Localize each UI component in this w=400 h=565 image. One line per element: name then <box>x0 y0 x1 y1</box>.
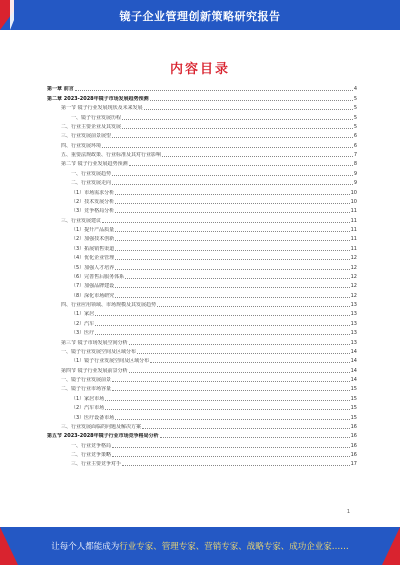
toc-entry-page: 12 <box>350 255 357 262</box>
toc-entry[interactable] <box>47 365 357 374</box>
toc-entry[interactable] <box>47 328 357 337</box>
toc-entry-label: 五、重要法规政策、行业标准及其对行业影响 <box>61 152 162 158</box>
toc-leader-dots <box>129 165 353 166</box>
toc-entry[interactable] <box>47 459 357 468</box>
toc-entry-page: 11 <box>350 217 357 224</box>
toc-entry-label: 二、镜子行业市场容量 <box>61 386 112 393</box>
toc-leader-dots <box>95 315 349 316</box>
toc-entry[interactable] <box>47 318 357 327</box>
toc-entry[interactable] <box>47 412 357 421</box>
toc-entry[interactable] <box>47 309 357 318</box>
toc-entry-label: 一、镜子行业发展前景 <box>61 377 112 383</box>
toc-entry-page: 13 <box>350 302 357 308</box>
toc-entry-page: 17 <box>350 461 357 468</box>
toc-entry-page: 14 <box>350 348 357 355</box>
toc-entry[interactable] <box>47 168 357 177</box>
toc-leader-dots <box>115 203 349 204</box>
toc-entry-label: 第二节 镜子行业发展趋势预测 <box>61 161 128 168</box>
toc-entry-page: 12 <box>350 264 357 271</box>
toc-entry-label: 第四节 镜子行业发展前景分析 <box>61 367 128 374</box>
toc-entry[interactable] <box>47 206 357 215</box>
toc-entry[interactable] <box>47 403 357 412</box>
toc-entry-label: （3）医疗 <box>71 330 95 337</box>
toc-leader-dots <box>144 109 353 110</box>
toc-entry-page: 12 <box>350 283 357 290</box>
toc-entry[interactable] <box>47 431 357 440</box>
toc-entry[interactable] <box>47 253 357 262</box>
toc-heading: 内容目录 <box>169 62 230 77</box>
toc-entry-page: 11 <box>350 227 357 233</box>
toc-entry[interactable] <box>47 243 357 252</box>
toc-leader-dots <box>122 465 350 466</box>
toc-leader-dots <box>157 306 350 307</box>
toc-entry-page: 8 <box>353 161 357 168</box>
toc-entry-label: 一、镜子行业发展空间及区域分布 <box>61 348 137 355</box>
toc-entry[interactable] <box>47 187 357 196</box>
toc-entry[interactable] <box>47 384 357 393</box>
toc-leader-dots <box>112 456 350 457</box>
toc-entry-page: 9 <box>353 180 357 187</box>
toc-entry[interactable] <box>47 150 357 159</box>
toc-entry-page: 15 <box>350 386 357 393</box>
footer-slogan-lead: 让每个人都能成为 <box>51 542 120 552</box>
toc-entry-label: 第一章 前言 <box>47 86 74 93</box>
toc-leader-dots <box>150 362 349 363</box>
toc-leader-dots <box>142 428 350 429</box>
toc-leader-dots <box>122 128 353 129</box>
toc-leader-dots <box>115 250 349 251</box>
toc-leader-dots <box>162 156 353 157</box>
toc-entry-label: 第三节 镜子市场发展空间分析 <box>61 339 128 346</box>
toc-entry[interactable] <box>47 234 357 243</box>
toc-entry[interactable] <box>47 215 357 224</box>
toc-entry-page: 14 <box>350 367 357 374</box>
toc-entry-label: 二、行业发展走向 <box>71 180 112 187</box>
toc-leader-dots <box>112 390 350 391</box>
toc-leader-dots <box>112 381 350 382</box>
toc-leader-dots <box>115 419 349 420</box>
toc-leader-dots <box>112 447 350 448</box>
toc-entry-label: （1）家居 <box>71 311 95 318</box>
toc-entry-label: （3）竞争格局分析 <box>71 208 115 215</box>
toc-entry-label: （3）医疗设备市场 <box>71 414 115 421</box>
toc-entry-page: 6 <box>353 133 357 140</box>
toc-entry-label: 第二章 2023-2028年镜子市场发展趋势预测 <box>47 95 149 102</box>
toc-entry-page: 13 <box>350 339 357 346</box>
footer-slogan-roles: 行业专家、管理专家、营销专家、战略专家、成功企业家…… <box>119 542 349 552</box>
toc-entry-page: 16 <box>350 452 357 458</box>
toc-entry[interactable] <box>47 112 357 121</box>
toc-entry-label: 第一节 镜子行业发展现状及未来发展 <box>61 105 143 112</box>
toc-entry-label: 三、行业主要竞争对手 <box>71 461 122 468</box>
footer-slogan <box>0 540 400 552</box>
toc-leader-dots <box>95 325 349 326</box>
toc-entry-page: 15 <box>350 395 357 402</box>
toc-entry[interactable] <box>47 140 357 149</box>
toc-entry-label: （1）提升产品质量 <box>71 227 115 233</box>
toc-entry-page: 7 <box>353 152 357 158</box>
toc-leader-dots <box>160 437 350 438</box>
toc-entry[interactable] <box>47 375 357 384</box>
toc-entry-page: 5 <box>353 105 357 112</box>
toc-entry[interactable] <box>47 93 357 102</box>
toc-leader-dots <box>129 372 350 373</box>
toc-leader-dots <box>115 194 349 195</box>
toc-entry-label: 第五节 2023-2028年镜子行业市场竞争格局分析 <box>47 433 159 440</box>
toc-entry-page: 11 <box>350 245 357 252</box>
toc-entry[interactable] <box>47 393 357 402</box>
toc-entry[interactable] <box>47 356 357 365</box>
toc-entry-label: （2）汽车市场 <box>71 405 105 412</box>
toc-entry-label: 一、镜子行业发展历程 <box>71 114 122 121</box>
report-title: 镜子企业管理创新策略研究报告 <box>119 10 281 23</box>
toc-entry[interactable] <box>47 159 357 168</box>
toc-entry-page: 16 <box>350 442 357 449</box>
toc-entry-page: 12 <box>350 292 357 299</box>
toc-entry-label: （2）技术发展分析 <box>71 198 115 205</box>
toc-leader-dots <box>115 287 349 288</box>
toc-entry[interactable] <box>47 131 357 140</box>
toc-entry-label: 二、行业竞争策略 <box>71 452 112 458</box>
toc-entry-page: 11 <box>350 208 357 215</box>
toc-leader-dots <box>112 137 353 138</box>
toc-entry-label: 三、行业发展前景展望 <box>61 133 112 140</box>
toc-entry[interactable] <box>47 347 357 356</box>
toc-entry-label: 二、行业主要企业及其发展 <box>61 123 122 130</box>
toc-entry-page: 10 <box>350 198 357 205</box>
toc-entry-page: 5 <box>353 123 357 130</box>
toc-leader-dots <box>105 409 349 410</box>
toc-entry[interactable] <box>47 272 357 281</box>
toc-entry[interactable] <box>47 225 357 234</box>
toc-leader-dots <box>115 259 349 260</box>
header-banner <box>0 0 400 30</box>
toc-leader-dots <box>150 100 353 101</box>
toc-leader-dots <box>129 344 350 345</box>
toc-entry[interactable] <box>47 262 357 271</box>
toc-entry-page: 5 <box>353 114 357 121</box>
toc-entry[interactable] <box>47 103 357 112</box>
footer-banner <box>0 527 400 565</box>
toc-entry-page: 15 <box>350 405 357 412</box>
toc-entry-page: 14 <box>350 377 357 383</box>
toc-entry-page: 11 <box>350 236 357 243</box>
toc-entry-label: （1）镜子行业发展空间及区域分布 <box>71 358 150 365</box>
toc-entry-label: （2）加强技术创新 <box>71 236 115 243</box>
toc-leader-dots <box>137 353 350 354</box>
toc-leader-dots <box>115 269 349 270</box>
toc-entry-page: 10 <box>350 189 357 196</box>
toc-entry-label: （6）完善售后服务体系 <box>71 273 125 280</box>
toc-entry-page: 13 <box>350 330 357 337</box>
toc-entry-page: 4 <box>353 86 357 93</box>
toc-leader-dots <box>102 147 353 148</box>
toc-entry-label: 四、行业发展环境 <box>61 142 102 149</box>
toc-entry[interactable] <box>47 178 357 187</box>
toc-leader-dots <box>115 297 349 298</box>
toc-entry-page: 5 <box>353 95 357 102</box>
toc-leader-dots <box>95 334 349 335</box>
toc-leader-dots <box>112 184 353 185</box>
toc-leader-dots <box>115 240 349 241</box>
toc-entry[interactable] <box>47 122 357 131</box>
toc-leader-dots <box>115 231 349 232</box>
toc-leader-dots <box>125 278 349 279</box>
toc-entry-label: （5）加强人才培养 <box>71 264 115 271</box>
toc-entry[interactable] <box>47 197 357 206</box>
toc-leader-dots <box>122 119 353 120</box>
toc-entry-page: 13 <box>350 320 357 327</box>
toc-entry-page: 12 <box>350 273 357 280</box>
toc-leader-dots <box>102 222 350 223</box>
toc-entry-page: 6 <box>353 142 357 149</box>
toc-entry[interactable] <box>47 281 357 290</box>
table-of-contents <box>47 84 357 468</box>
toc-entry[interactable] <box>47 300 357 309</box>
toc-entry-label: 一、行业竞争格局 <box>71 442 112 449</box>
toc-entry-label: （2）汽车 <box>71 320 95 327</box>
toc-entry-page: 16 <box>350 433 357 440</box>
toc-entry-label: 四、行业应用领域、市场规模及其发展趋势 <box>61 302 157 308</box>
toc-entry[interactable] <box>47 84 357 93</box>
toc-entry-label: （7）加强品牌建设 <box>71 283 115 290</box>
toc-entry[interactable] <box>47 422 357 431</box>
toc-entry-label: 一、行业发展趋势 <box>71 170 112 177</box>
toc-entry[interactable] <box>47 290 357 299</box>
page-number: 1 <box>346 509 350 515</box>
toc-entry[interactable] <box>47 337 357 346</box>
toc-entry-page: 15 <box>350 414 357 421</box>
toc-entry-label: （1）家居市场 <box>71 395 105 402</box>
toc-entry-label: （8）深化市场研究 <box>71 292 115 299</box>
toc-leader-dots <box>75 90 353 91</box>
toc-entry-label: （4）优化企业管理 <box>71 255 115 262</box>
toc-leader-dots <box>105 400 349 401</box>
toc-entry-page: 16 <box>350 423 357 430</box>
toc-entry-page: 13 <box>350 311 357 318</box>
toc-entry-label: （3）拓展销售渠道 <box>71 245 115 252</box>
toc-entry-label: 三、行业发展建议 <box>61 217 102 224</box>
toc-leader-dots <box>115 212 349 213</box>
toc-leader-dots <box>112 175 353 176</box>
toc-entry[interactable] <box>47 440 357 449</box>
toc-entry-label: （1）市场需求分析 <box>71 189 115 196</box>
toc-entry[interactable] <box>47 450 357 459</box>
toc-entry-page: 9 <box>353 170 357 177</box>
toc-entry-label: 三、行业发展面临的问题及解决方案 <box>61 423 142 430</box>
toc-entry-page: 14 <box>350 358 357 365</box>
